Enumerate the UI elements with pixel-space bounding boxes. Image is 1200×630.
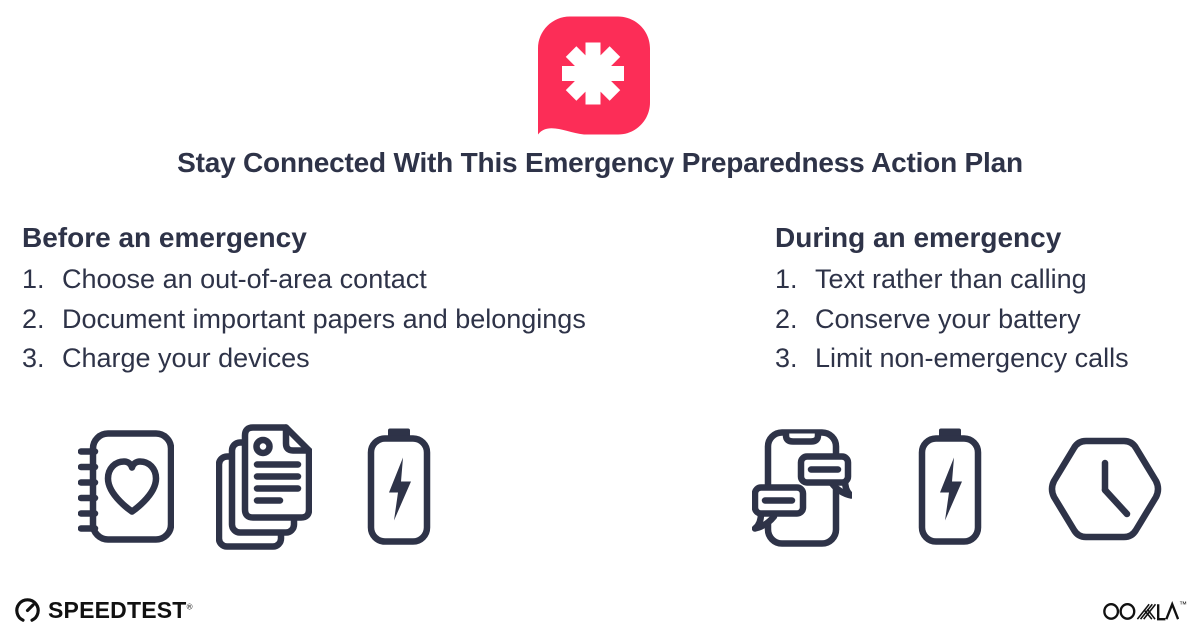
documents-stack-icon (216, 423, 312, 550)
phone-text-messages-icon (752, 429, 852, 547)
list-item (22, 260, 712, 300)
during-emergency-section (775, 221, 1195, 379)
battery-charge-icon (365, 427, 433, 546)
list-number: 1. (775, 264, 798, 294)
speedtest-gauge-icon (14, 597, 41, 624)
contacts-notebook-heart-icon (78, 430, 174, 543)
list-number: 3. (775, 343, 798, 373)
list-item-text: Document important papers and belongings (62, 303, 586, 334)
asterisk-bubble-icon (538, 16, 650, 135)
list-item (22, 339, 712, 379)
list-item-text: Text rather than calling (815, 264, 1087, 294)
list-item-text: Conserve your battery (815, 303, 1081, 334)
asterisk-icon (562, 43, 624, 105)
speedtest-wordmark: SPEEDTEST® (48, 597, 193, 623)
section-heading: During an emergency (775, 222, 1062, 253)
ookla-wordmark (1103, 600, 1179, 622)
trademark-symbol: ™ (1179, 600, 1187, 609)
list-number: 3. (22, 343, 45, 373)
before-emergency-section (22, 221, 712, 379)
section-heading: Before an emergency (22, 222, 307, 253)
list-item (22, 300, 712, 340)
list-item (775, 339, 1195, 379)
list-number: 2. (22, 303, 45, 334)
list-item (775, 260, 1195, 300)
list-number: 2. (775, 303, 798, 334)
ookla-logo (1103, 600, 1187, 622)
clock-hexagon-icon (1046, 434, 1164, 544)
speedtest-logo (14, 597, 193, 624)
list-number: 1. (22, 264, 45, 294)
list-item-text: Limit non-emergency calls (815, 343, 1129, 373)
trademark-symbol: ® (186, 602, 193, 612)
hatched-k-icon (1137, 604, 1155, 619)
list-item (775, 300, 1195, 340)
page-title: Stay Connected With This Emergency Preparedness Action Plan (177, 147, 1023, 178)
list-item-text: Charge your devices (62, 343, 310, 373)
battery-charge-icon (916, 427, 984, 546)
list-item-text: Choose an out-of-area contact (62, 264, 427, 294)
